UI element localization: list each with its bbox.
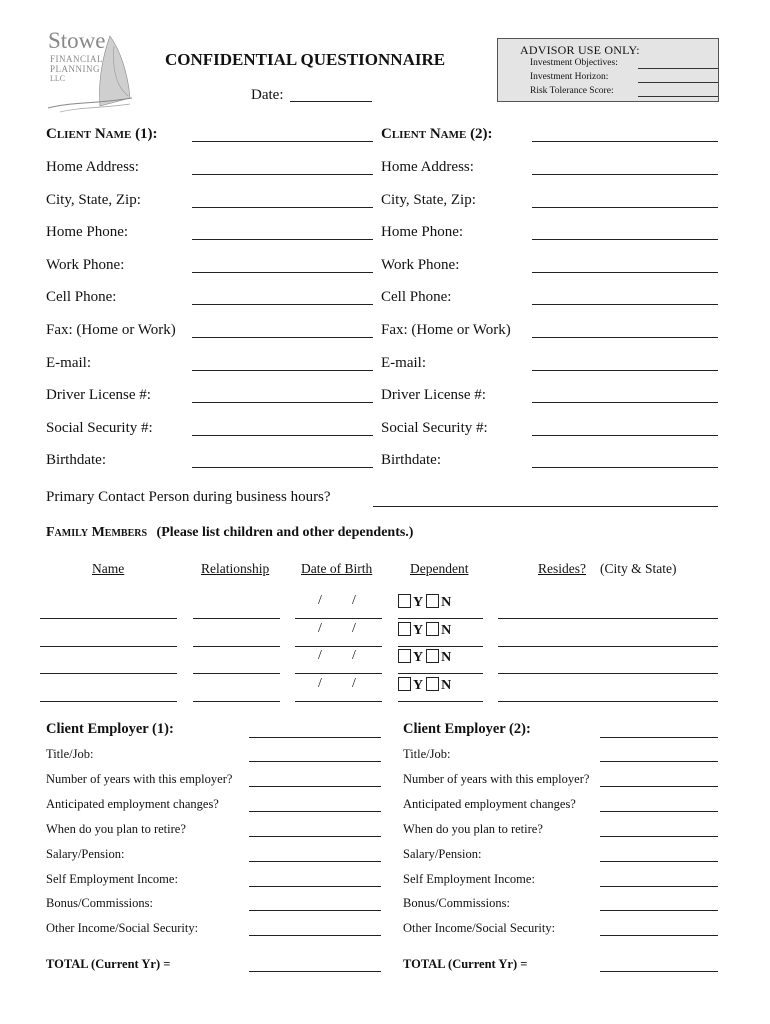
family-dob-field[interactable] xyxy=(295,673,382,674)
client-2-input[interactable] xyxy=(532,272,718,273)
employer-1-field-label: Self Employment Income: xyxy=(46,871,178,886)
employer-2-field-label: Other Income/Social Security: xyxy=(403,921,556,936)
dependent-line xyxy=(398,701,483,702)
client-name-2-label: Client Name (2): xyxy=(381,126,493,142)
family-resides-field[interactable] xyxy=(498,618,718,619)
employer-1-input[interactable] xyxy=(249,910,381,911)
yes-label: Y xyxy=(413,677,424,693)
risk-tolerance-field[interactable] xyxy=(638,96,718,97)
logo-line4: LLC xyxy=(50,74,66,83)
client-2-field-label: Birthdate: xyxy=(381,452,441,469)
col-resides: Resides? xyxy=(538,561,586,576)
family-name-field[interactable] xyxy=(40,618,177,619)
client-2-field-label: Home Phone: xyxy=(381,224,464,241)
client-1-input[interactable] xyxy=(192,402,373,403)
employer-1-field-label: Salary/Pension: xyxy=(46,846,125,861)
yes-label: Y xyxy=(413,650,424,665)
dob-slash: / xyxy=(352,620,356,636)
employer-2-input[interactable] xyxy=(600,935,718,936)
col-dob: Date of Birth xyxy=(301,561,373,576)
family-relationship-field[interactable] xyxy=(193,701,280,702)
dependent-choice xyxy=(398,621,451,639)
employer-2-input[interactable] xyxy=(600,861,718,862)
client-1-field-label: Cell Phone: xyxy=(46,289,117,306)
client-1-field-label: Driver License #: xyxy=(46,387,151,404)
client-2-field-label: E-mail: xyxy=(381,354,426,371)
family-dob-field[interactable] xyxy=(295,618,382,619)
dependent-no-checkbox[interactable] xyxy=(426,677,439,691)
dob-slash: / xyxy=(318,620,322,636)
client-2-input[interactable] xyxy=(532,304,718,305)
employer-2-field-label: Anticipated employment changes? xyxy=(403,796,576,811)
employer-2-field-label: Title/Job: xyxy=(403,747,451,761)
dob-slash: / xyxy=(318,648,322,663)
family-dob-field[interactable] xyxy=(295,646,382,647)
client-1-field-label: City, State, Zip: xyxy=(46,191,141,208)
client-2-input[interactable] xyxy=(532,435,718,436)
date-field[interactable] xyxy=(290,101,372,102)
employer-2-input[interactable] xyxy=(600,910,718,911)
col-relationship: Relationship xyxy=(201,561,270,576)
employer-1-field[interactable] xyxy=(249,737,381,738)
primary-contact-label: Primary Contact Person during business hours? xyxy=(46,489,331,505)
family-resides-field[interactable] xyxy=(498,673,718,674)
client-name-1-label: Client Name (1): xyxy=(46,126,158,142)
advisor-use-box xyxy=(497,38,719,102)
family-resides-field[interactable] xyxy=(498,646,718,647)
employer-1-input[interactable] xyxy=(249,811,381,812)
family-resides-field[interactable] xyxy=(498,701,718,702)
client-1-input[interactable] xyxy=(192,337,373,338)
client-1-field-label: Home Phone: xyxy=(46,224,129,241)
employer-1-input[interactable] xyxy=(249,886,381,887)
dependent-choice xyxy=(398,648,451,666)
dob-slash: / xyxy=(352,648,356,663)
client-2-input[interactable] xyxy=(532,467,718,468)
logo-line3: PLANNING xyxy=(50,64,100,74)
employer-1-input[interactable] xyxy=(249,935,381,936)
client-1-input[interactable] xyxy=(192,239,373,240)
employer-2-input[interactable] xyxy=(600,786,718,787)
client-2-field-label: Home Address: xyxy=(381,159,474,175)
advisor-row: Investment Horizon: xyxy=(530,72,708,86)
client-2-field-label: Work Phone: xyxy=(381,256,460,273)
client-1-field-label: Work Phone: xyxy=(46,256,125,273)
employer-2-field-label: Salary/Pension: xyxy=(403,846,482,861)
employer-2-field-label: Bonus/Commissions: xyxy=(403,896,510,911)
client-2-field-label: Driver License #: xyxy=(381,387,486,404)
employer-1-input[interactable] xyxy=(249,861,381,862)
dob-slash: / xyxy=(318,675,322,691)
total-2-field[interactable] xyxy=(600,971,718,972)
employer-1-field-label: Title/Job: xyxy=(46,747,94,761)
dob-slash: / xyxy=(352,593,356,608)
no-label: N xyxy=(441,677,452,693)
employer-2-input[interactable] xyxy=(600,886,718,887)
dependent-line xyxy=(398,618,483,619)
page-title: CONFIDENTIAL QUESTIONNAIRE xyxy=(165,50,446,69)
employer-2-field-label: Self Employment Income: xyxy=(403,871,535,886)
employer-1-field-label: Other Income/Social Security: xyxy=(46,921,199,936)
employer-1-input[interactable] xyxy=(249,836,381,837)
dob-slash: / xyxy=(318,593,322,608)
family-relationship-field[interactable] xyxy=(193,646,280,647)
dependent-line xyxy=(398,646,483,647)
client-1-input[interactable] xyxy=(192,207,373,208)
investment-objectives-field[interactable] xyxy=(638,68,718,69)
dependent-yes-checkbox[interactable] xyxy=(398,649,411,663)
dob-slash: / xyxy=(352,675,356,691)
advisor-row: Investment Objectives: xyxy=(530,58,708,72)
client-2-input[interactable] xyxy=(532,402,718,403)
client-2-field-label: Social Security #: xyxy=(381,419,488,436)
dependent-choice xyxy=(398,676,451,694)
employer-2-input[interactable] xyxy=(600,811,718,812)
advisor-title: ADVISOR USE ONLY: xyxy=(520,43,640,57)
employer-1-input[interactable] xyxy=(249,786,381,787)
primary-contact-field[interactable] xyxy=(373,506,718,507)
no-label: N xyxy=(441,650,452,665)
client-2-field-label: Cell Phone: xyxy=(381,289,452,306)
employer-1-field-label: Number of years with this employer? xyxy=(46,771,233,786)
employer-2-field[interactable] xyxy=(600,737,718,738)
client-2-input[interactable] xyxy=(532,174,718,175)
client-name-2-field[interactable] xyxy=(532,141,718,142)
client-2-input[interactable] xyxy=(532,337,718,338)
client-name-1-field[interactable] xyxy=(192,141,373,142)
col-name: Name xyxy=(92,561,125,576)
dependent-line xyxy=(398,673,483,674)
employer-2-field-label: When do you plan to retire? xyxy=(403,821,543,836)
employer-2-input[interactable] xyxy=(600,836,718,837)
employer-1-field-label: Anticipated employment changes? xyxy=(46,796,219,811)
family-name-field[interactable] xyxy=(40,673,177,674)
employer-2-input[interactable] xyxy=(600,761,718,762)
client-1-input[interactable] xyxy=(192,272,373,273)
family-relationship-field[interactable] xyxy=(193,618,280,619)
employer-1-input[interactable] xyxy=(249,761,381,762)
family-heading: Family Members (Please list children and other dependents.) xyxy=(46,525,414,540)
no-label: N xyxy=(441,622,452,638)
dependent-yes-checkbox[interactable] xyxy=(398,594,411,608)
no-label: N xyxy=(441,595,452,610)
total-1-label: TOTAL (Current Yr) = xyxy=(46,957,171,971)
family-name-field[interactable] xyxy=(40,701,177,702)
advisor-row: Risk Tolerance Score: xyxy=(530,86,708,100)
employer-2-title: Client Employer (2): xyxy=(403,721,531,737)
client-1-input[interactable] xyxy=(192,174,373,175)
col-dependent: Dependent xyxy=(410,561,469,576)
client-1-field-label: Social Security #: xyxy=(46,419,153,436)
client-1-field-label: Home Address: xyxy=(46,159,139,175)
employer-1-field-label: Bonus/Commissions: xyxy=(46,896,153,911)
dependent-no-checkbox[interactable] xyxy=(426,649,439,663)
total-1-field[interactable] xyxy=(249,971,381,972)
family-relationship-field[interactable] xyxy=(193,673,280,674)
client-1-input[interactable] xyxy=(192,304,373,305)
client-1-input[interactable] xyxy=(192,467,373,468)
total-2-label: TOTAL (Current Yr) = xyxy=(403,957,528,971)
client-1-field-label: Fax: (Home or Work) xyxy=(46,322,176,338)
client-1-input[interactable] xyxy=(192,435,373,436)
date-label: Date: xyxy=(251,87,284,103)
employer-2-field-label: Number of years with this employer? xyxy=(403,771,590,786)
logo-line2: FINANCIAL xyxy=(50,54,103,64)
stowe-logo xyxy=(40,28,140,113)
col-resides-note: (City & State) xyxy=(600,561,677,576)
employer-1-field-label: When do you plan to retire? xyxy=(46,821,186,836)
family-dob-field[interactable] xyxy=(295,701,382,702)
client-2-input[interactable] xyxy=(532,239,718,240)
client-1-input[interactable] xyxy=(192,370,373,371)
dependent-choice xyxy=(398,593,451,611)
employer-1-title: Client Employer (1): xyxy=(46,721,174,737)
yes-label: Y xyxy=(413,595,424,610)
family-name-field[interactable] xyxy=(40,646,177,647)
dependent-yes-checkbox[interactable] xyxy=(398,677,411,691)
client-2-field-label: Fax: (Home or Work) xyxy=(381,322,511,338)
client-2-input[interactable] xyxy=(532,370,718,371)
investment-horizon-field[interactable] xyxy=(638,82,718,83)
yes-label: Y xyxy=(413,622,424,638)
client-1-field-label: E-mail: xyxy=(46,354,91,371)
client-2-field-label: City, State, Zip: xyxy=(381,191,476,208)
dependent-no-checkbox[interactable] xyxy=(426,594,439,608)
client-2-input[interactable] xyxy=(532,207,718,208)
client-1-field-label: Birthdate: xyxy=(46,452,106,469)
dependent-yes-checkbox[interactable] xyxy=(398,622,411,636)
logo-name: Stowe xyxy=(48,28,106,53)
dependent-no-checkbox[interactable] xyxy=(426,622,439,636)
